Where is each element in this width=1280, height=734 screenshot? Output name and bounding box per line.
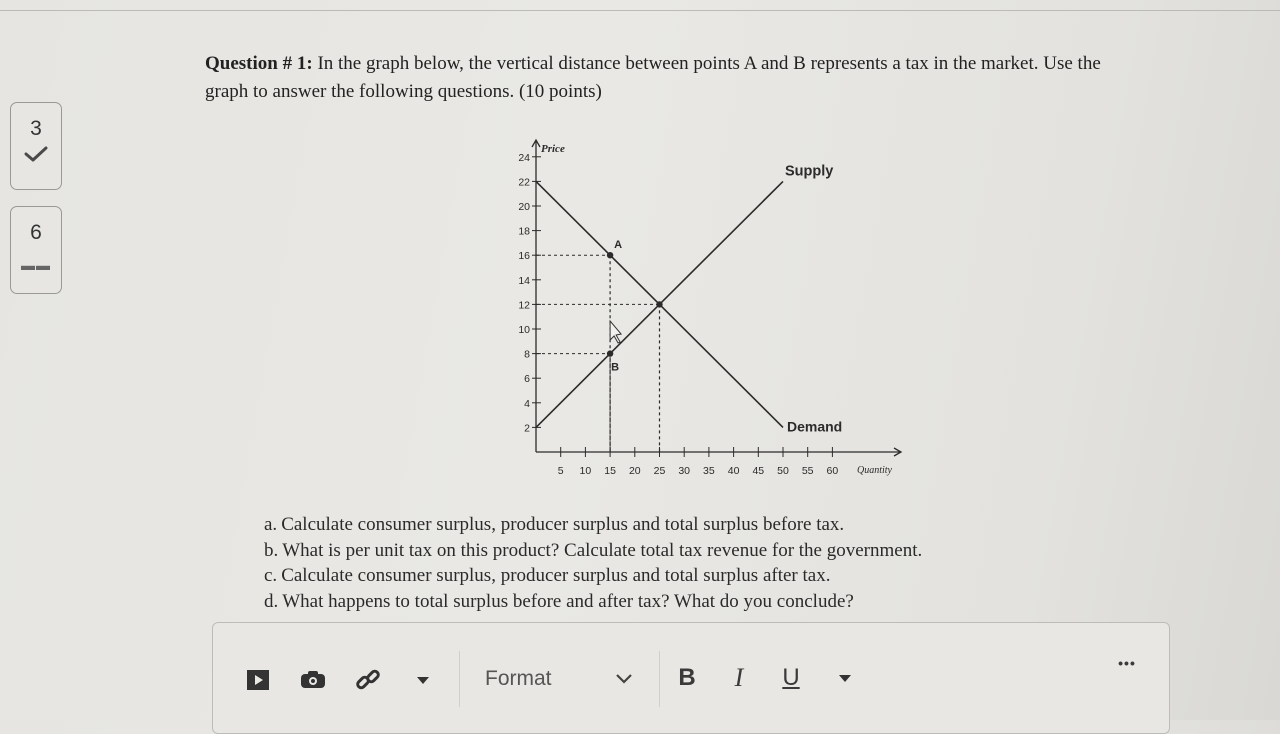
text-style-dropdown[interactable] <box>835 669 855 687</box>
question-text: In the graph below, the vertical distance between points A and B represents a tax in the market. Use the graph to answer the following questions. (10 points) <box>205 53 1101 102</box>
x-tick-label: 20 <box>628 465 641 477</box>
link-icon <box>354 666 382 694</box>
subquestion-letter: d. <box>264 590 279 612</box>
y-tick-label: 4 <box>524 397 530 410</box>
point-label-b: B <box>611 361 620 374</box>
subquestion-letter: b. <box>264 539 279 561</box>
subquestion-a <box>264 512 1084 538</box>
toolbar-separator <box>459 651 460 707</box>
cursor-icon <box>610 321 621 343</box>
subquestion-letter: a. <box>264 514 278 535</box>
format-select-label: Format <box>485 667 552 690</box>
x-tick-label: 5 <box>557 465 564 477</box>
question-number: 6 <box>30 221 42 244</box>
question-label: Question # 1: <box>205 53 313 74</box>
subquestion-text: What is per unit tax on this product? Calculate total tax revenue for the government. <box>282 539 923 561</box>
x-tick-label: 55 <box>801 465 814 477</box>
camera-icon <box>300 670 326 690</box>
subquestion-text: What happens to total surplus before and after tax? What do you conclude? <box>282 590 854 612</box>
y-tick-label: 22 <box>518 176 530 189</box>
more-options-button[interactable]: ••• <box>1118 655 1136 671</box>
more-insert-dropdown[interactable] <box>413 671 433 689</box>
y-tick-label: 12 <box>518 299 530 312</box>
subquestion-text: Calculate consumer surplus, producer surplus and total surplus after tax. <box>281 565 831 586</box>
x-tick-label: 60 <box>826 465 839 477</box>
x-tick-label: 25 <box>653 465 666 477</box>
record-button[interactable] <box>299 667 327 693</box>
bold-button[interactable]: B <box>678 664 696 691</box>
insert-link-button[interactable] <box>353 665 383 695</box>
point-marker <box>607 252 613 258</box>
x-tick-label: 40 <box>727 465 740 477</box>
subquestion-c <box>264 563 1084 589</box>
subquestion-letter: c. <box>264 565 278 586</box>
subquestion-b <box>264 538 1084 564</box>
chart-svg <box>500 135 920 485</box>
top-divider <box>0 10 1280 11</box>
y-tick-label: 6 <box>524 373 530 386</box>
x-tick-label: 45 <box>752 465 765 477</box>
point-label-a: A <box>614 239 623 252</box>
supply-demand-graph <box>500 135 920 485</box>
question-nav-card-3[interactable] <box>10 102 62 190</box>
checkmark-icon <box>24 145 48 168</box>
x-axis-label: Quantity <box>857 465 892 476</box>
question-title <box>205 50 1125 106</box>
toolbar-separator <box>659 651 660 707</box>
supply-label: Supply <box>785 163 834 180</box>
y-tick-label: 2 <box>524 422 530 435</box>
point-marker <box>607 350 613 356</box>
y-tick-label: 18 <box>518 225 530 238</box>
x-tick-label: 15 <box>604 465 616 477</box>
underline-button[interactable]: U <box>782 664 800 691</box>
answer-editor[interactable] <box>212 622 1170 734</box>
y-tick-label: 14 <box>518 274 530 287</box>
format-select[interactable] <box>479 661 639 697</box>
y-tick-label: 8 <box>524 348 530 361</box>
y-axis-label: Price <box>541 143 565 155</box>
x-tick-label: 30 <box>678 465 691 477</box>
y-tick-label: 20 <box>518 201 530 213</box>
x-tick-label: 10 <box>579 465 592 477</box>
y-tick-label: 16 <box>518 250 530 263</box>
subquestion-d <box>264 589 1084 615</box>
x-tick-label: 50 <box>777 465 789 477</box>
demand-label: Demand <box>787 418 843 435</box>
x-tick-label: 35 <box>703 465 715 477</box>
editor-toolbar <box>213 623 1169 723</box>
subquestion-list <box>264 512 1084 614</box>
insert-media-button[interactable] <box>245 667 271 693</box>
caret-down-icon <box>838 673 852 683</box>
subquestion-text: Calculate consumer surplus, producer surplus and total surplus before tax. <box>281 514 845 535</box>
play-icon <box>246 669 270 691</box>
y-tick-label: 10 <box>518 324 530 336</box>
y-tick-label: 24 <box>518 151 530 164</box>
chevron-down-icon <box>615 673 633 685</box>
italic-button[interactable]: I <box>734 663 744 692</box>
question-number: 3 <box>30 117 42 140</box>
caret-down-icon <box>416 675 430 685</box>
point-marker <box>656 301 662 307</box>
question-nav-card-6[interactable] <box>10 206 62 294</box>
unanswered-dash-icon: ▬▬ <box>21 257 51 273</box>
